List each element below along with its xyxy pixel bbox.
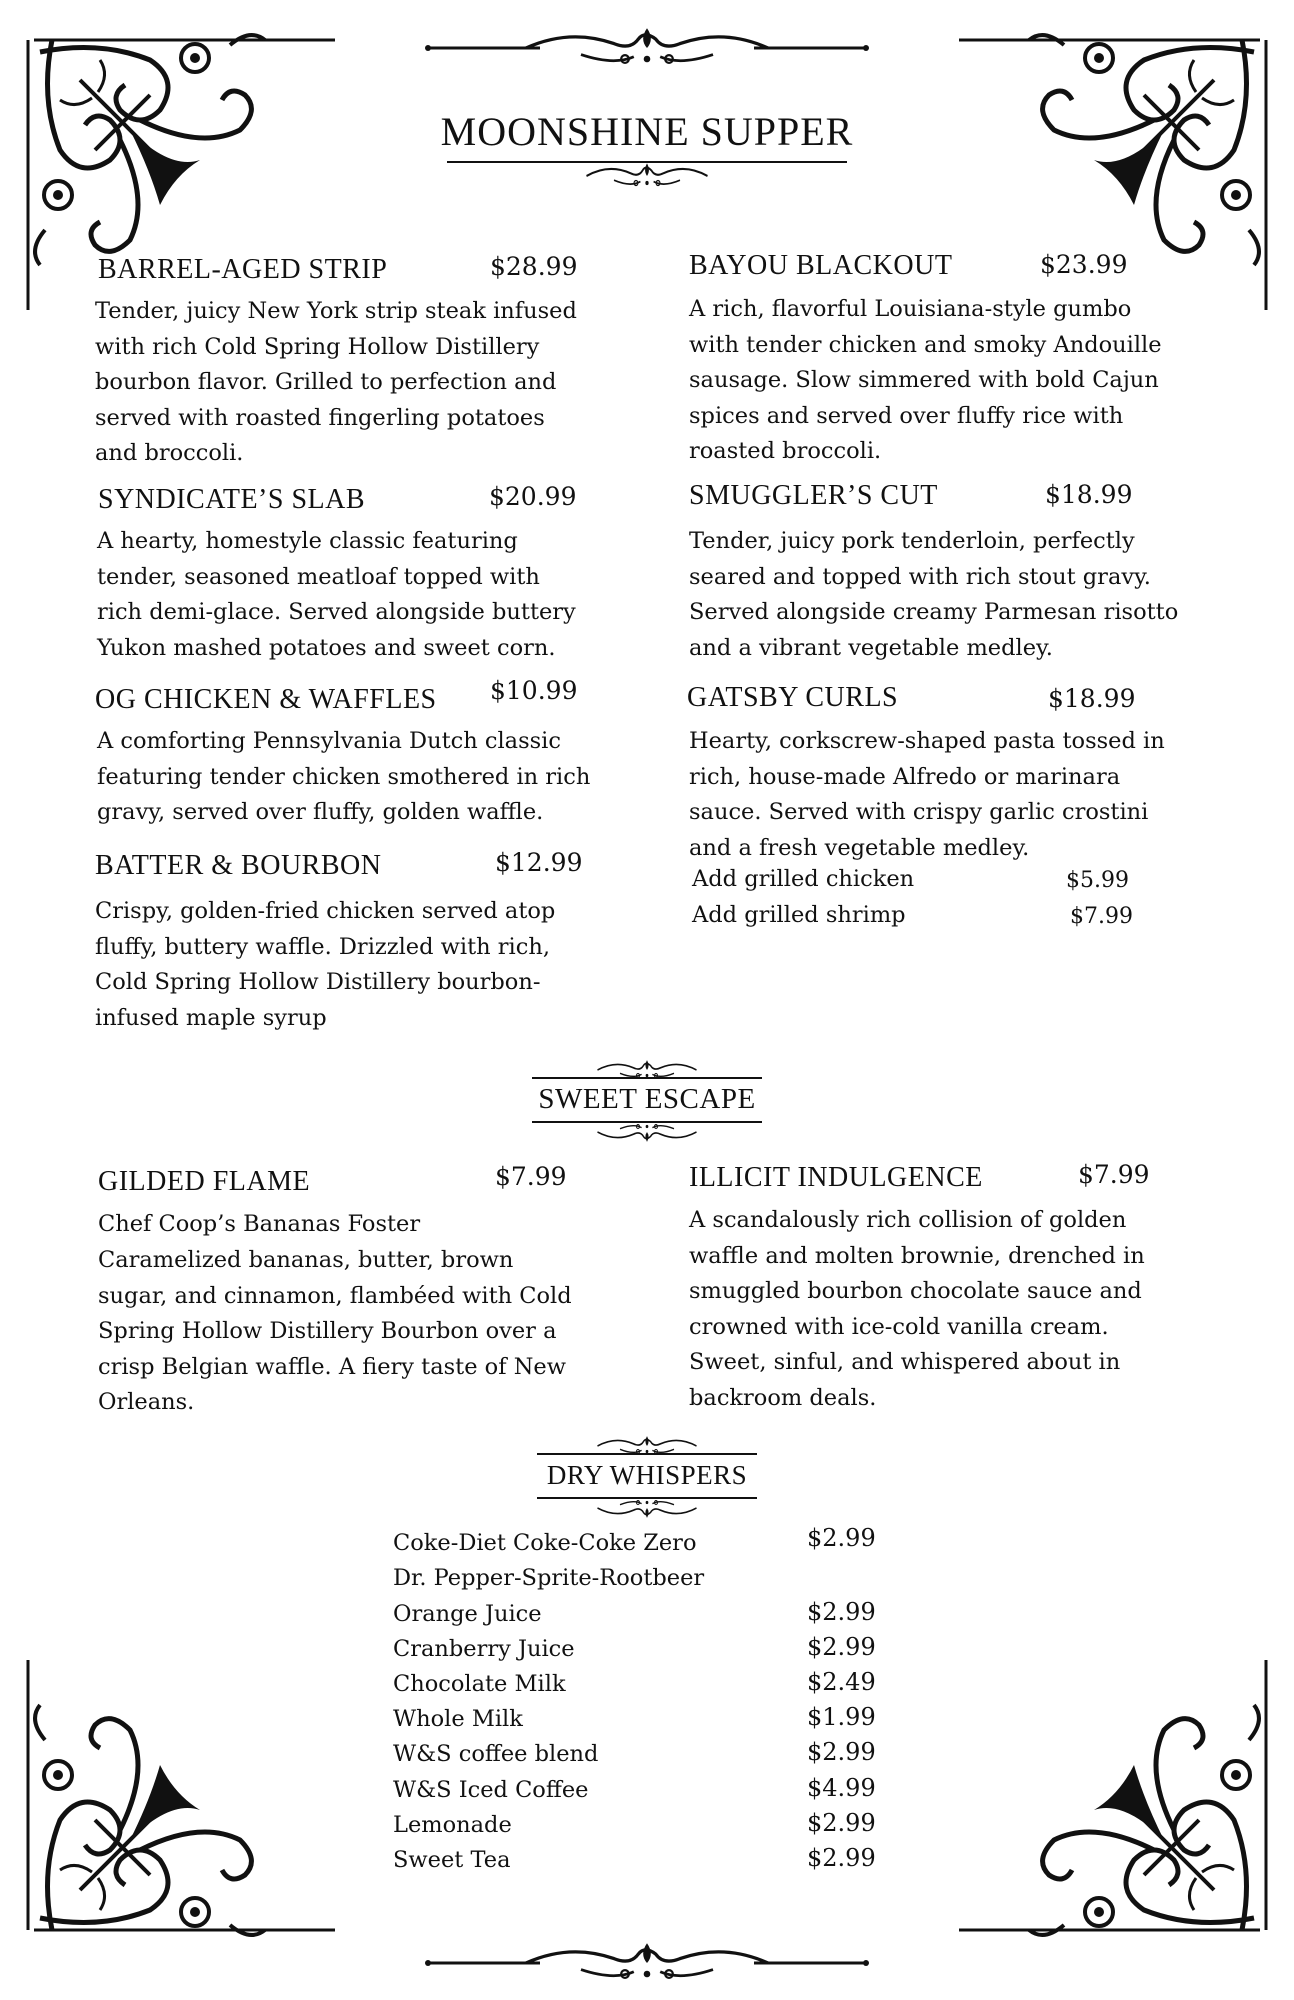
menu-item-name: SYNDICATE’S SLAB [98,484,366,515]
menu-item-description: Tender, juicy pork tenderloin, perfectly seared and topped with rich stout gravy. Served alongside creamy Parmesan risotto and a vibrant vegetable medley. [689,528,1179,661]
menu-item-description: A hearty, homestyle classic featuring tender, seasoned meatloaf topped with rich demi-glace. Served alongside buttery Yukon mashed potatoes and sweet corn. [97,528,576,661]
drink-row [393,1565,893,1600]
menu-item-description: A scandalously rich collision of golden waffle and molten brownie, drenched in smuggled bourbon chocolate sauce and crowned with ice-cold vanilla cream. Sweet, sinful, and whispered about in backroom deals. [689,1207,1145,1411]
menu-item-description: Tender, juicy New York strip steak infused with rich Cold Spring Hollow Distillery bourbon flavor. Grilled to perfection and served with roasted fingerling potatoes and broccoli. [95,298,577,466]
drink-name: Cranberry Juice [393,1636,575,1662]
section-title-sweet-escape: SWEET ESCAPE [538,1083,756,1115]
menu-item-price: $7.99 [495,1162,567,1191]
drink-price: $2.99 [807,1844,876,1872]
menu-item-price: $20.99 [489,482,577,511]
menu-item-name: GILDED FLAME [98,1166,311,1197]
menu-item-price: $18.99 [1045,480,1133,509]
drink-price: $1.99 [807,1703,876,1731]
title-underline-flourish-icon [445,154,849,194]
addon-label: Add grilled chicken [692,866,915,892]
menu-item-name: GATSBY CURLS [687,682,899,713]
menu-item-description: Caramelized bananas, butter, brown sugar, and cinnamon, flambéed with Cold Spring Hollow Distillery Bourbon over a crisp Belgian waffle. A fiery taste of New Orleans. [98,1247,572,1415]
drink-price: $2.49 [807,1668,876,1696]
menu-item-description: A comforting Pennsylvania Dutch classic featuring tender chicken smothered in rich gravy, served over fluffy, golden waffle. [97,728,591,825]
section-flourish-icon [530,1118,764,1148]
addon-row [692,866,1132,900]
menu-item-subtitle: Chef Coop’s Bananas Foster [98,1211,421,1237]
addon-label: Add grilled shrimp [692,902,906,928]
drink-row [393,1598,893,1636]
drink-price: $2.99 [807,1738,876,1766]
corner-ornament-bottom-left-icon [0,1630,340,1970]
top-center-flourish-icon [420,14,874,74]
drink-row [393,1524,893,1565]
drink-price: $2.99 [807,1524,876,1552]
drink-name: Chocolate Milk [393,1671,566,1697]
menu-item-price: $7.99 [1078,1160,1150,1189]
drink-row [393,1809,893,1847]
menu-item-name: BATTER & BOURBON [95,850,382,881]
drink-row [393,1633,893,1671]
bottom-center-flourish-icon [420,1935,874,1995]
drink-name: Lemonade [393,1812,512,1838]
corner-ornament-bottom-right-icon [954,1630,1294,1970]
menu-item-description: Crispy, golden-fried chicken served atop fluffy, buttery waffle. Drizzled with rich, Cold Spring Hollow Distillery bourbon-infused maple syrup [95,898,556,1031]
drink-name: W&S coffee blend [393,1741,599,1767]
drink-name: Coke-Diet Coke-Coke Zero [393,1530,697,1556]
section-flourish-icon [530,1056,764,1086]
section-flourish-icon [535,1494,759,1524]
addon-row [692,902,1132,936]
addon-price: $5.99 [1066,868,1129,893]
menu-item-price: $12.99 [495,848,583,877]
menu-item-price: $23.99 [1040,250,1128,279]
drink-row [393,1668,893,1706]
drink-name: Whole Milk [393,1706,523,1732]
drink-row [393,1844,893,1882]
drink-name: Sweet Tea [393,1847,511,1873]
drink-price: $4.99 [807,1774,876,1802]
menu-item-name: OG CHICKEN & WAFFLES [95,684,437,715]
section-flourish-icon [535,1432,759,1462]
drink-name: W&S Iced Coffee [393,1777,589,1803]
drink-price: $2.99 [807,1809,876,1837]
menu-item-price: $18.99 [1048,684,1136,713]
menu-item-name: ILLICIT INDULGENCE [689,1162,983,1193]
drink-price: $2.99 [807,1598,876,1626]
menu-item-price: $28.99 [490,252,578,281]
drink-row [393,1738,893,1776]
addon-price: $7.99 [1070,904,1133,929]
drink-row [393,1774,893,1812]
drink-price: $2.99 [807,1633,876,1661]
drink-name: Dr. Pepper-Sprite-Rootbeer [393,1565,705,1591]
menu-title: MOONSHINE SUPPER [440,109,854,154]
menu-item-name: BAYOU BLACKOUT [689,250,953,281]
menu-item-name: BARREL-AGED STRIP [98,254,388,285]
drink-row [393,1703,893,1741]
menu-item-name: SMUGGLER’S CUT [689,480,938,511]
menu-item-price: $10.99 [490,676,578,705]
drink-name: Orange Juice [393,1601,542,1627]
section-title-dry-whispers: DRY WHISPERS [546,1460,748,1490]
menu-item-description: Hearty, corkscrew-shaped pasta tossed in rich, house-made Alfredo or marinara sauce. Served with crispy garlic crostini and a fresh vegetable medley. [689,728,1165,861]
menu-item-description: A rich, flavorful Louisiana-style gumbo with tender chicken and smoky Andouille sausage. Slow simmered with bold Cajun spices and served over fluffy rice with roasted broccoli. [689,296,1162,464]
